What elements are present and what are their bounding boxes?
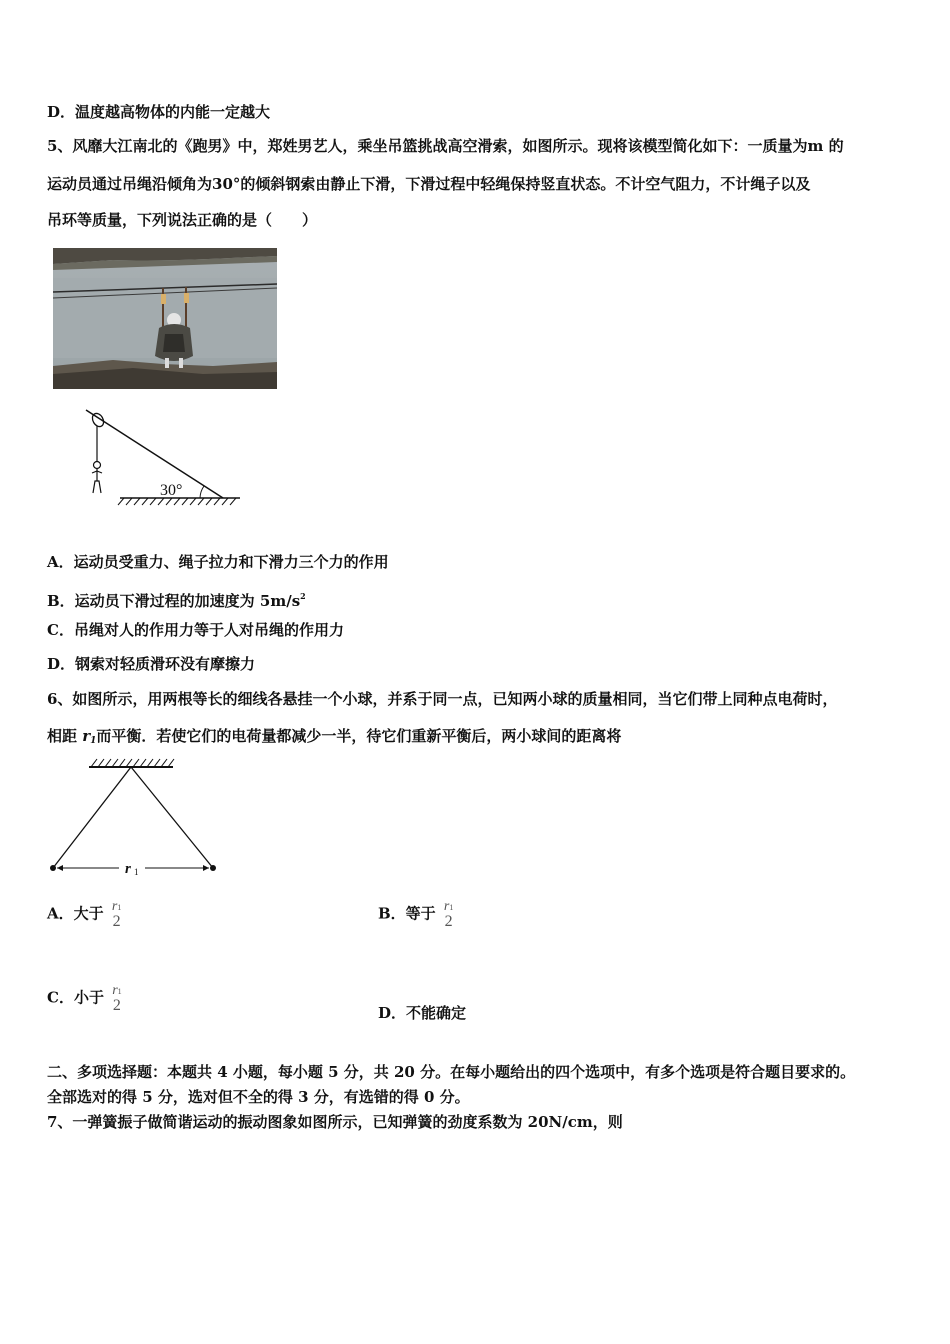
- q5-stem-line-3: 吊环等质量，下列说法正确的是（ ）: [47, 211, 318, 229]
- q6-stem-pre: 相距: [47, 727, 78, 745]
- q6-option-a[interactable]: [47, 900, 121, 929]
- q5-stem-text-2-end: 的倾斜钢索由静止下滑，下滑过程中轻绳保持竖直状态。不计空气阻力，不计绳子以及: [240, 175, 811, 193]
- q6-option-c-fraction: [112, 984, 121, 1013]
- q5-option-b-exponent: 2: [300, 591, 306, 601]
- q5-stem-line-2: [47, 174, 810, 194]
- frac-denominator: 2: [112, 997, 121, 1014]
- q5-angle-value: 30°: [212, 175, 241, 193]
- q6-stem-line-2: [47, 726, 621, 751]
- frac-numerator-sub: 1: [117, 903, 122, 912]
- q5-option-b-text: B．运动员下滑过程的加速度为 5m/s: [47, 592, 301, 610]
- q5-stem-text-2: 运动员通过吊绳沿倾角为: [47, 175, 213, 193]
- q6-r-subscript: 1: [90, 736, 97, 746]
- frac-numerator-sub: 1: [449, 903, 454, 912]
- section2-header-line-1: 二、多项选择题：本题共 4 小题，每小题 5 分，共 20 分。在每小题给出的四个选项中，有多个选项是符合题目要求的。: [47, 1063, 856, 1081]
- pendulum-diagram: [45, 755, 225, 880]
- incline-diagram: [80, 405, 250, 515]
- q6-option-b-fraction: [444, 900, 453, 929]
- q5-option-a[interactable]: A．运动员受重力、绳子拉力和下滑力三个力的作用: [47, 553, 389, 571]
- q5-mass-symbol: m: [807, 137, 824, 155]
- q6-stem-line-1: 6、如图所示，用两根等长的细线各悬挂一个小球，并系于同一点，已知两小球的质量相同，当它们带上同种点电荷时，: [47, 690, 838, 708]
- diagram-r-subscript: 1: [134, 867, 139, 877]
- q5-option-c[interactable]: C．吊绳对人的作用力等于人对吊绳的作用力: [47, 621, 344, 639]
- q6-option-a-fraction: [112, 900, 121, 929]
- q6-option-a-label: A．大于: [47, 904, 104, 923]
- frac-numerator: r: [111, 899, 118, 914]
- q5-option-b[interactable]: [47, 586, 306, 611]
- frac-numerator: r: [112, 983, 118, 998]
- q5-stem-text-1: 5、风靡大江南北的《跑男》中，郑姓男艺人，乘坐吊篮挑战高空滑索，如图所示。现将该模型简化如下：一质量为: [47, 137, 808, 155]
- q5-option-d[interactable]: D．钢索对轻质滑环没有摩擦力: [47, 655, 256, 673]
- q5-stem-line-1: [47, 136, 844, 156]
- q6-stem-post: 而平衡．若使它们的电荷量都减少一半，待它们重新平衡后，两小球间的距离将: [96, 727, 622, 745]
- frac-denominator: 2: [444, 913, 453, 930]
- q7-stem: 7、一弹簧振子做简谐运动的振动图象如图所示，已知弹簧的劲度系数为 20N/cm，则: [47, 1113, 623, 1131]
- frac-denominator: 2: [112, 913, 121, 930]
- q4-option-d: D．温度越高物体的内能一定越大: [47, 103, 271, 121]
- frac-numerator: r: [443, 899, 450, 914]
- incline-angle-label: 30°: [160, 482, 183, 499]
- q6-option-d[interactable]: D．不能确定: [378, 1004, 467, 1022]
- q5-stem-text-1-end: 的: [828, 137, 844, 155]
- section2-header-line-2: 全部选对的得 5 分，选对但不全的得 3 分，有选错的得 0 分。: [47, 1088, 470, 1106]
- q6-option-b[interactable]: [378, 900, 453, 929]
- q6-option-b-label: B．等于: [378, 904, 436, 923]
- zipline-photo: [53, 248, 277, 389]
- q6-option-c-label: C．小于: [47, 988, 104, 1007]
- frac-numerator-sub: 1: [117, 987, 122, 996]
- diagram-r-label: r: [125, 861, 131, 877]
- q6-option-c[interactable]: [47, 984, 122, 1013]
- q6-r-symbol: r: [82, 727, 91, 745]
